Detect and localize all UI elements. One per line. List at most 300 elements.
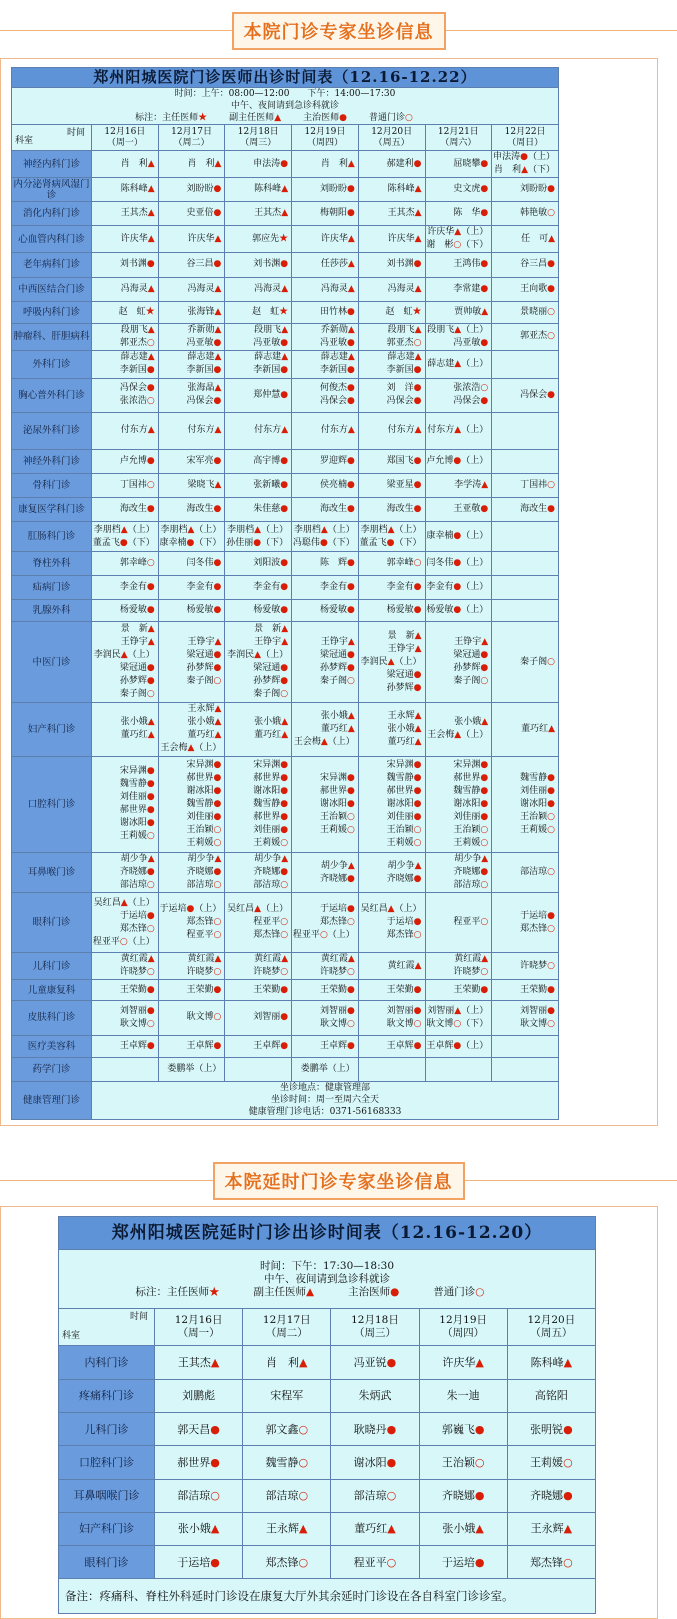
doctor-entry: 谢 彬○（下）	[426, 240, 489, 251]
doctor-entry: 冯保会●	[119, 383, 155, 394]
day-header	[292, 125, 359, 151]
doctor-cell	[158, 702, 225, 756]
doctor-entry: 王其杰▲	[387, 208, 422, 219]
doctor-cell	[225, 378, 292, 412]
doctor-entry: 刘佳丽●	[253, 824, 289, 835]
doctor-entry: 刘书渊●	[386, 259, 422, 270]
doctor-cell	[425, 893, 492, 953]
doctor-entry: 郭幸峰○	[386, 558, 422, 569]
doctor-cell	[225, 622, 292, 702]
doctor-cell	[225, 1057, 292, 1081]
department-cell: 肿瘤科、肝胆病科	[12, 323, 92, 350]
doctor-entry: 张小娥▲	[187, 717, 222, 728]
doctor-entry: 部洁琼○	[520, 867, 555, 878]
doctor-cell	[492, 412, 559, 449]
doctor-cell	[492, 301, 559, 323]
doctor-cell	[92, 151, 159, 178]
doctor-cell	[158, 552, 225, 576]
doctor-cell	[92, 323, 159, 350]
doctor-cell	[492, 552, 559, 576]
doctor-cell	[492, 1057, 559, 1081]
doctor-entry: 胡少争▲	[387, 860, 422, 871]
doctor-cell	[292, 301, 359, 323]
doctor-entry: 申法涛●	[253, 158, 289, 169]
doctor-cell	[92, 853, 159, 893]
doctor-cell	[225, 301, 292, 323]
doctor-entry: 王荣勤●	[319, 984, 355, 995]
doctor-entry: 胡少争▲	[187, 854, 222, 865]
doctor-cell	[331, 1546, 419, 1579]
doctor-entry: 秦子阁○	[520, 656, 555, 667]
doctor-entry: 王向歌●	[520, 283, 555, 294]
department-cell: 康复医学科门诊	[12, 498, 92, 522]
extended-schedule-table	[58, 1216, 596, 1614]
doctor-entry: 杨爱敏●	[186, 605, 222, 616]
doctor-entry: 李新国●	[119, 365, 155, 376]
doctor-cell	[92, 301, 159, 323]
schedule-row	[12, 474, 559, 498]
doctor-entry: 程亚平○	[353, 1555, 397, 1569]
health-row	[12, 1081, 559, 1119]
doctor-entry: 耿文博○	[119, 1018, 155, 1029]
schedule-row	[12, 378, 559, 412]
doctor-cell	[225, 323, 292, 350]
doctor-entry: 梁冠通●	[453, 650, 489, 661]
doctor-entry: 谢冰阳●	[520, 798, 555, 809]
doctor-cell	[507, 1446, 595, 1479]
doctor-entry: 海改生●	[386, 504, 422, 515]
doctor-entry: 许晓梦○	[253, 967, 289, 978]
doctor-entry: 刘 洋●	[386, 383, 422, 394]
doctor-cell	[243, 1346, 331, 1379]
section1-banner: 本院门诊专家坐诊信息	[232, 12, 446, 50]
doctor-entry: 冯海灵▲	[120, 283, 155, 294]
doctor-entry: 罗迎辉●	[319, 456, 355, 466]
doctor-entry: 许庆华▲	[187, 233, 222, 244]
doctor-entry: 郝世界●	[253, 811, 289, 822]
day-header	[331, 1309, 419, 1346]
doctor-entry: 陈科峰▲	[254, 184, 289, 195]
schedule-row	[59, 1546, 596, 1579]
day-date: 12月21日	[437, 126, 479, 137]
doctor-cell	[158, 412, 225, 449]
doctor-entry: 李朋档▲（上）	[360, 524, 422, 535]
doctor-entry: 郑仲慧●	[253, 389, 289, 400]
doctor-entry: 刘智丽●	[386, 1005, 422, 1016]
department-cell: 疝病门诊	[12, 576, 92, 600]
doctor-entry: 朱佳慈●	[253, 504, 289, 515]
doctor-entry: 任莎莎▲	[320, 259, 355, 270]
doctor-cell	[243, 1379, 331, 1412]
doctor-entry: 董巧红▲	[320, 723, 355, 734]
doctor-entry: 付东方▲	[320, 425, 355, 436]
doctor-cell	[225, 178, 292, 202]
section1-banner-wrap	[0, 12, 677, 50]
doctor-entry: 闫冬伟●（上）	[426, 558, 489, 569]
doctor-entry: 董巧红▲	[254, 730, 289, 741]
doctor-cell	[358, 151, 425, 178]
doctor-entry: 付东方▲	[387, 425, 422, 436]
doctor-cell	[425, 576, 492, 600]
doctor-cell	[425, 600, 492, 622]
doctor-entry: 梁冠通●	[119, 663, 155, 674]
department-cell: 消化内科门诊	[12, 202, 92, 226]
doctor-cell	[425, 756, 492, 852]
doctor-cell	[225, 980, 292, 1001]
doctor-cell	[492, 151, 559, 178]
doctor-entry: 王卓辉●	[186, 1040, 222, 1051]
doctor-cell	[507, 1346, 595, 1379]
doctor-cell	[419, 1446, 507, 1479]
schedule-row	[12, 622, 559, 702]
schedule-row	[59, 1446, 596, 1479]
doctor-entry: 李新国●	[253, 365, 289, 376]
doctor-entry: 李金有●	[386, 582, 422, 593]
corner-time-label: 时间	[129, 1312, 148, 1323]
doctor-entry: 孙梦辉●	[253, 676, 289, 687]
doctor-entry: 冯亚敏●	[453, 337, 489, 348]
doctor-entry: 王其杰▲	[120, 208, 155, 219]
doctor-cell	[292, 1057, 359, 1081]
doctor-cell	[225, 853, 292, 893]
doctor-entry: 吴红昌▲（上）	[360, 904, 422, 915]
doctor-entry: 黄红霞▲	[454, 954, 489, 965]
doctor-entry: 谢冰阳●	[319, 798, 355, 809]
department-cell: 耳鼻喉门诊	[12, 853, 92, 893]
doctor-cell	[92, 498, 159, 522]
doctor-entry: 海改生●	[119, 504, 155, 515]
department-cell: 内分泌肾病风湿门诊	[13, 178, 90, 201]
doctor-cell	[425, 277, 492, 301]
doctor-cell	[419, 1512, 507, 1545]
doctor-entry: 魏雪静●	[119, 779, 155, 790]
schedule-row	[12, 301, 559, 323]
doctor-cell	[292, 576, 359, 600]
doctor-entry: 于运培●（上）	[159, 904, 222, 915]
doctor-entry: 秦子阁○	[319, 676, 355, 687]
legend-item: 主治医师●	[303, 113, 347, 124]
day-header	[158, 125, 225, 151]
doctor-entry: 乔新勋▲	[320, 324, 355, 335]
doctor-cell	[225, 576, 292, 600]
doctor-cell	[492, 1001, 559, 1035]
doctor-entry: 冯保会●	[520, 389, 555, 400]
doctor-entry: 王其杰▲	[177, 1356, 220, 1370]
doctor-cell	[492, 474, 559, 498]
health-line: 健康管理门诊电话：0371-56168333	[248, 1107, 402, 1118]
doctor-cell	[292, 226, 359, 253]
schedule-row	[12, 980, 559, 1001]
doctor-entry: 段朋飞▲	[387, 324, 422, 335]
doctor-cell	[243, 1446, 331, 1479]
doctor-cell	[358, 893, 425, 953]
doctor-entry: 齐晓娜●	[386, 873, 422, 884]
doctor-entry: 冯海灵▲	[187, 283, 222, 294]
doctor-entry: 王鸿伟●	[453, 259, 489, 270]
doctor-entry: 许晓梦○	[520, 960, 555, 971]
doctor-cell	[425, 323, 492, 350]
doctor-entry: 齐晓娜●	[530, 1489, 573, 1503]
doctor-entry: 陈 辉●	[319, 558, 355, 569]
doctor-entry: 谷三昌●	[520, 259, 555, 270]
doctor-entry: 王卓辉●	[119, 1040, 155, 1051]
doctor-cell	[425, 702, 492, 756]
doctor-entry: 李金有●	[319, 582, 355, 593]
doctor-entry: 魏雪静●	[186, 798, 222, 809]
doctor-entry: 杨爱敏●	[253, 605, 289, 616]
doctor-entry: 吴红昌▲（上）	[227, 904, 289, 915]
doctor-entry: 付东方▲	[254, 425, 289, 436]
doctor-entry: 王莉媛○	[119, 831, 155, 842]
doctor-entry: 许庆华▲	[442, 1356, 484, 1370]
doctor-cell	[92, 378, 159, 412]
doctor-cell	[425, 253, 492, 277]
doctor-cell	[507, 1512, 595, 1545]
department-cell: 中西医结合门诊	[12, 277, 92, 301]
doctor-entry: 孙梦辉●	[386, 682, 422, 693]
doctor-entry: 赵 虹★	[118, 306, 155, 317]
doctor-entry: 李常建●	[453, 283, 489, 294]
doctor-cell	[425, 622, 492, 702]
day-header	[92, 125, 159, 151]
doctor-entry: 刘书渊●	[253, 259, 289, 270]
doctor-entry: 郑杰锋○	[186, 917, 222, 928]
doctor-entry: 景晓丽○	[520, 306, 555, 317]
doctor-cell	[492, 378, 559, 412]
doctor-cell	[358, 522, 425, 552]
doctor-cell	[225, 756, 292, 852]
doctor-entry: 李学涛▲	[454, 480, 489, 491]
doctor-cell	[92, 622, 159, 702]
doctor-cell	[158, 277, 225, 301]
doctor-cell	[358, 412, 425, 449]
department-cell: 口腔科门诊	[12, 756, 92, 852]
department-cell: 骨科门诊	[12, 474, 92, 498]
doctor-cell	[225, 1001, 292, 1035]
doctor-entry: 张海晶▲	[187, 383, 222, 394]
schedule-row	[12, 853, 559, 893]
doctor-entry: 刘智丽▲（上）	[427, 1005, 489, 1016]
doctor-entry: 黄红霞▲	[120, 954, 155, 965]
department-cell: 脊柱外科	[12, 552, 92, 576]
doctor-entry: 齐晓娜●	[119, 867, 155, 878]
doctor-entry: 段朋飞▲（上）	[427, 324, 489, 335]
doctor-cell	[292, 980, 359, 1001]
doctor-entry: 冯海灵▲	[254, 283, 289, 294]
doctor-entry: 董巧红▲	[187, 730, 222, 741]
legend-item: 普通门诊○	[368, 113, 413, 124]
doctor-entry: 张浓浩○	[453, 383, 489, 394]
doctor-entry: 刘智丽●	[253, 1012, 289, 1023]
doctor-entry: 宋异渊●	[119, 766, 155, 777]
doctor-entry: 史文虎●	[453, 184, 489, 195]
doctor-entry: 田竹林●	[319, 306, 355, 317]
doctor-cell	[158, 151, 225, 178]
doctor-entry: 梁冠通●	[253, 663, 289, 674]
doctor-cell	[225, 412, 292, 449]
day-header	[155, 1309, 243, 1346]
doctor-entry: 冯海灵▲	[320, 283, 355, 294]
doctor-entry: 王荣勤●	[520, 984, 555, 995]
doctor-cell	[492, 323, 559, 350]
doctor-entry: 薛志建▲（上）	[427, 358, 489, 369]
doctor-cell	[358, 1035, 425, 1057]
doctor-cell	[492, 622, 559, 702]
doctor-entry: 李新国●	[319, 365, 355, 376]
doctor-entry: 付东方▲（上）	[427, 425, 489, 436]
doctor-cell	[292, 449, 359, 473]
doctor-cell	[292, 378, 359, 412]
doctor-cell	[158, 178, 225, 202]
doctor-entry: 张新曦●	[253, 480, 289, 491]
doctor-cell	[292, 277, 359, 301]
doctor-cell	[243, 1479, 331, 1512]
doctor-entry: 王永辉▲	[187, 704, 222, 715]
doctor-entry: 耿文博○	[386, 1018, 422, 1029]
doctor-entry: 谢冰阳●	[353, 1455, 397, 1469]
doctor-cell	[358, 1057, 425, 1081]
doctor-entry: 程亚平○	[453, 917, 489, 928]
doctor-cell	[358, 202, 425, 226]
doctor-cell	[492, 253, 559, 277]
doctor-entry: 朱一迪	[446, 1389, 480, 1403]
doctor-cell	[425, 522, 492, 552]
doctor-entry: 付东方▲	[187, 425, 222, 436]
doctor-entry: 刘阳波●	[253, 558, 289, 569]
doctor-cell	[419, 1346, 507, 1379]
department-cell: 妇产科门诊	[59, 1512, 155, 1545]
doctor-entry: 王铮宇▲	[387, 643, 422, 654]
doctor-entry: 王铮宇▲	[454, 637, 489, 648]
doctor-entry: 程亚平○（上）	[92, 936, 155, 947]
doctor-entry: 程亚平○	[186, 930, 222, 941]
doctor-entry: 郭巍飞●	[441, 1422, 485, 1436]
doctor-cell	[158, 1035, 225, 1057]
hours-line: 时间：下午：17:30—18:30	[259, 1259, 395, 1272]
doctor-entry: 王治颖○	[186, 824, 222, 835]
corner-dept-label: 科室	[62, 1331, 81, 1342]
doctor-entry: 海改生●	[319, 504, 355, 515]
day-date: 12月19日	[439, 1314, 488, 1327]
table-title: 郑州阳城医院延时门诊出诊时间表（12.16-12.20）	[59, 1217, 596, 1250]
emergency-note: 中午、夜间请到急诊科就诊	[230, 101, 339, 112]
schedule-row	[12, 449, 559, 473]
doctor-cell	[292, 853, 359, 893]
doctor-cell	[158, 202, 225, 226]
doctor-cell	[155, 1546, 243, 1579]
doctor-entry: 卢允博●（上）	[426, 456, 489, 466]
department-cell: 中医门诊	[12, 622, 92, 702]
doctor-entry: 李新国●	[186, 365, 222, 376]
doctor-entry: 梁冠通●	[186, 650, 222, 661]
doctor-entry: 王铮宇▲	[187, 637, 222, 648]
doctor-cell	[158, 622, 225, 702]
doctor-entry: 董孟飞●（下）	[359, 537, 422, 548]
schedule-row	[12, 756, 559, 852]
doctor-cell	[358, 622, 425, 702]
doctor-entry: 海改生●	[520, 504, 555, 515]
doctor-entry: 郭亚杰○	[386, 337, 422, 348]
doctor-entry: 冯保会●	[186, 396, 222, 407]
schedule-row	[12, 253, 559, 277]
doctor-cell	[292, 323, 359, 350]
doctor-entry: 付东方▲	[120, 425, 155, 436]
doctor-cell	[358, 980, 425, 1001]
doctor-entry: 李金有●	[253, 582, 289, 593]
doctor-cell	[158, 350, 225, 378]
schedule-row	[12, 953, 559, 980]
legend-item: 主任医师★	[167, 1285, 220, 1298]
day-weekday: （周三）	[240, 137, 277, 148]
day-weekday: （周二）	[173, 137, 210, 148]
schedule-row	[59, 1379, 596, 1412]
doctor-cell	[92, 893, 159, 953]
doctor-cell	[225, 953, 292, 980]
department-cell: 疼痛科门诊	[59, 1379, 155, 1412]
doctor-cell	[425, 552, 492, 576]
doctor-cell	[158, 756, 225, 852]
day-header	[419, 1309, 507, 1346]
doctor-entry: 部洁琼○	[253, 880, 289, 891]
doctor-entry: 部洁琼○	[177, 1489, 220, 1503]
doctor-cell	[331, 1379, 419, 1412]
doctor-entry: 许庆华▲	[387, 233, 422, 244]
doctor-entry: 贾帅敏▲	[454, 306, 489, 317]
doctor-cell	[492, 953, 559, 980]
department-cell: 儿科门诊	[12, 953, 92, 980]
doctor-entry: 郑杰锋○	[530, 1555, 573, 1569]
doctor-entry: 赵 虹★	[385, 306, 422, 317]
doctor-entry: 谷三昌●	[186, 259, 222, 270]
doctor-entry: 梁冠通●	[386, 669, 422, 680]
doctor-cell	[92, 449, 159, 473]
doctor-cell	[425, 178, 492, 202]
doctor-cell	[158, 522, 225, 552]
doctor-entry: 段朋飞▲	[120, 324, 155, 335]
doctor-entry: 于运培●	[177, 1555, 220, 1569]
doctor-cell	[492, 1035, 559, 1057]
day-header	[358, 125, 425, 151]
department-cell: 肛肠科门诊	[12, 522, 92, 552]
schedule-row	[12, 151, 559, 178]
section2-banner-wrap	[0, 1162, 677, 1200]
doctor-cell	[158, 498, 225, 522]
day-header	[492, 125, 559, 151]
doctor-entry: 张小娥▲	[454, 717, 489, 728]
doctor-entry: 魏雪静●	[386, 772, 422, 783]
doctor-entry: 屈晓攀●	[453, 158, 489, 169]
doctor-entry: 梁冠通●	[319, 650, 355, 661]
doctor-cell	[292, 178, 359, 202]
doctor-entry: 薛志建▲	[387, 352, 422, 363]
doctor-entry: 黄红霞▲	[387, 960, 422, 971]
doctor-cell	[292, 474, 359, 498]
doctor-entry: 黄红霞▲	[320, 954, 355, 965]
doctor-entry: 郝世界●	[253, 772, 289, 783]
doctor-entry: 秦子阁○	[119, 689, 155, 700]
doctor-entry: 谢冰阳●	[453, 798, 489, 809]
doctor-entry: 郑杰锋○	[119, 923, 155, 934]
doctor-entry: 宋异渊●	[453, 759, 489, 770]
doctor-entry: 丁国祎○	[520, 480, 555, 491]
doctor-entry: 冯亚敏●	[253, 337, 289, 348]
doctor-entry: 李金有●（上）	[426, 582, 489, 593]
doctor-entry: 王荣勤●	[253, 984, 289, 995]
doctor-entry: 张小娥▲	[320, 710, 355, 721]
schedule-row	[12, 202, 559, 226]
doctor-entry: 侯亮楠●	[319, 480, 355, 491]
doctor-entry: 刘盼盼●	[520, 184, 555, 195]
